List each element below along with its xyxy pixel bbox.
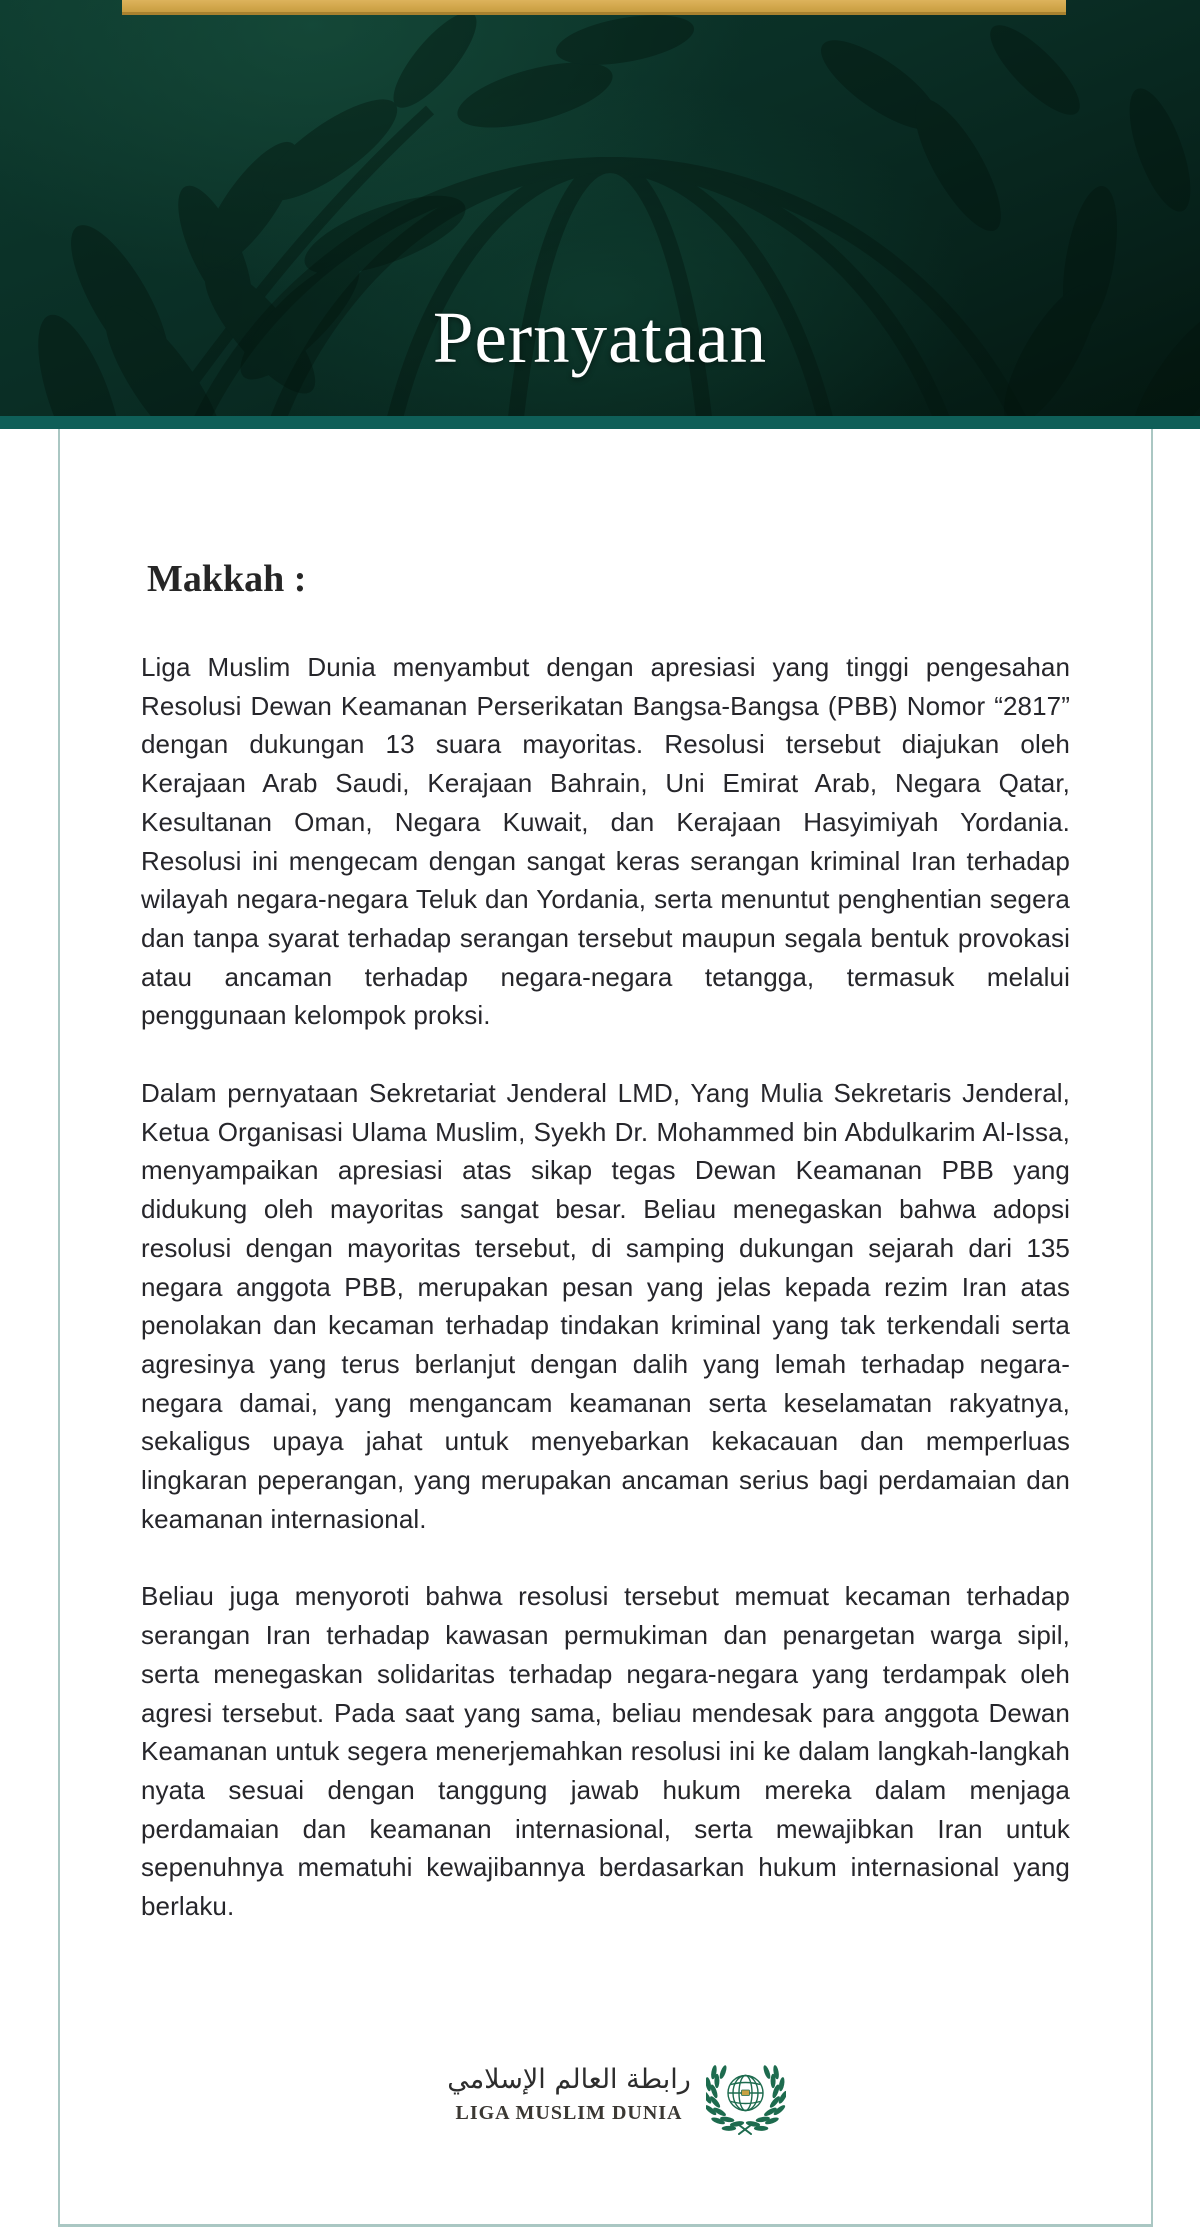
statement-paragraph-1: Liga Muslim Dunia menyambut dengan apresiasi yang tinggi pengesahan Resolusi Dewan Keamanan Perserikatan Bangsa-Bangsa (PBB) Nomor “2817” dengan dukungan 13 suara mayoritas. Resolusi tersebut diajukan oleh Kerajaan Arab Saudi, Kerajaan Bahrain, Uni Emirat Arab, Negara Qatar, Kesultanan Oman, Negara Kuwait, dan Kerajaan Hasyimiyah Yordania. Resolusi ini mengecam dengan sangat keras serangan kriminal Iran terhadap wilayah negara-negara Teluk dan Yordania, serta menuntut penghentian segera dan tanpa syarat terhadap serangan tersebut maupun segala bentuk provokasi atau ancaman terhadap negara-negara tetangga, termasuk melalui penggunaan kelompok proksi. — [141, 652, 1070, 1031]
statement-paragraph-2: Dalam pernyataan Sekretariat Jenderal LMD, Yang Mulia Sekretaris Jenderal, Ketua Organisasi Ulama Muslim, Syekh Dr. Mohammed bin Abdulkarim Al-Issa, menyampaikan apresiasi atas sikap tegas Dewan Keamanan PBB yang didukung oleh mayoritas sangat besar. Beliau menegaskan bahwa adopsi resolusi dengan mayoritas tersebut, di samping dukungan sejarah dari 135 negara anggota PBB, merupakan pesan yang jelas kepada rezim Iran atas penolakan dan kecaman terhadap tindakan kriminal yang tak terkendali serta agresinya yang terus berlanjut dengan dalih yang lemah terhadap negara-negara damai, yang mengancam keamanan serta keselamatan rakyatnya, sekaligus upaya jahat untuk menyebarkan kekacauan dan memperluas lingkaran peperangan, yang merupakan ancaman serius bagi perdamaian dan keamanan internasional. — [141, 1078, 1070, 1534]
footer-logo — [152, 2052, 1081, 2136]
logo-text-block — [447, 2063, 691, 2126]
statement-paragraph-3: Beliau juga menyoroti bahwa resolusi tersebut memuat kecaman terhadap serangan Iran terhadap kawasan permukiman dan penargetan warga sipil, serta menegaskan solidaritas terhadap negara-negara yang terdampak oleh agresi tersebut. Pada saat yang sama, beliau mendesak para anggota Dewan Keamanan untuk segera menerjemahkan resolusi ini ke dalam langkah-langkah nyata sesuai dengan tanggung jawab hukum mereka dalam menjaga perdamaian dan keamanan internasional, serta mewajibkan Iran untuk sepenuhnya mematuhi kewajibannya berdasarkan hukum internasional yang berlaku. — [141, 1581, 1070, 1922]
logo-org-name: LIGA MUSLIM DUNIA — [455, 2102, 683, 2125]
teal-divider-band — [0, 416, 1200, 429]
page-title: Pernyataan — [432, 297, 768, 378]
logo-arabic-calligraphy: رابطة العالم الإسلامي — [447, 2063, 691, 2095]
kaaba-gold-mark — [741, 2090, 749, 2096]
globe-wreath-icon — [706, 2052, 786, 2136]
gold-accent-bar — [122, 0, 1066, 15]
location-heading: Makkah : — [147, 558, 307, 600]
statement-card — [58, 429, 1153, 2227]
header-banner — [0, 0, 1200, 416]
